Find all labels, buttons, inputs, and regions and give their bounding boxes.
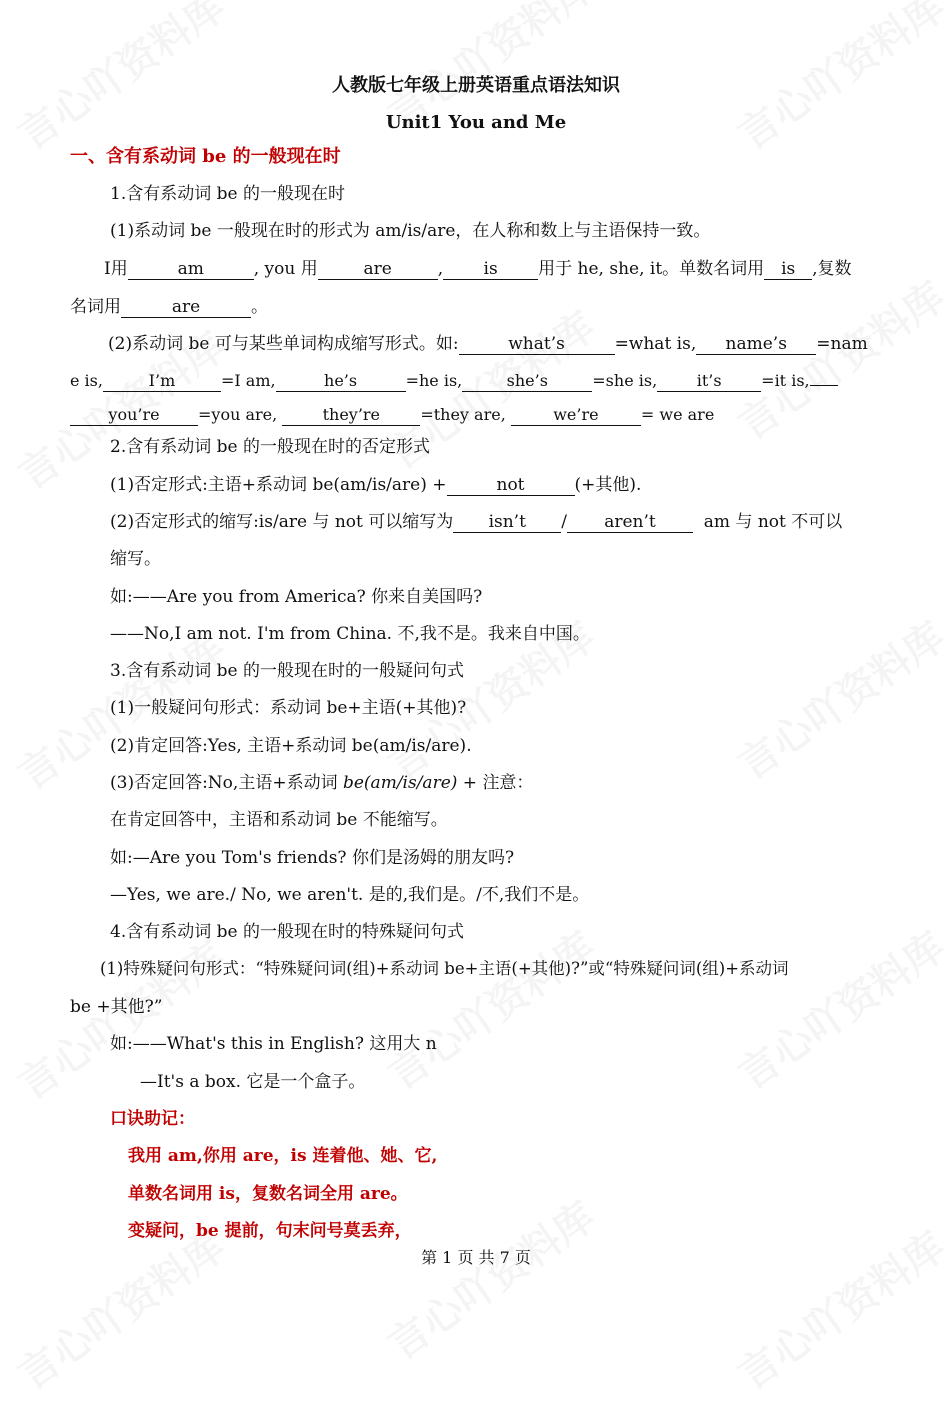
answer-blank: is [443,259,538,280]
paragraph [110,772,533,794]
paragraph: 3.含有系动词 be 的一般现在时的一般疑问句式 [110,661,464,681]
example: 如:——Are you from America? 你来自美国吗? [110,587,483,607]
answer-blank: are [318,259,438,280]
page-footer: 第 1 页 共 7 页 [421,1248,531,1267]
answer-blank: you’re [70,405,198,426]
example: —It's a box. 它是一个盒子。 [140,1072,366,1092]
answer-blank: it’s [657,371,761,392]
math-formula: be(am/is/are) + [342,773,483,793]
answer-blank: what’s [459,334,615,355]
fill-line [70,404,714,426]
watermark [725,266,952,450]
paragraph: 1.含有系动词 be 的一般现在时 [110,184,345,204]
watermark [375,1186,604,1370]
example: 如:——What's this in English? 这用大 n [110,1034,437,1054]
text: =you are, [198,405,278,424]
text: (3)否定回答:No,主语+系动词 [110,773,343,793]
watermark [725,1216,952,1400]
paragraph: 2.含有系动词 be 的一般现在时的否定形式 [110,437,430,457]
text: =she is, [592,371,658,390]
text: , you 用 [253,259,318,279]
mnemonic-line: 单数名词用 is，复数名词全用 are。 [128,1184,408,1204]
fill-line [110,474,641,496]
answer-blank: not [447,475,575,496]
fill-line [70,370,838,392]
paragraph: 在肯定回答中，主语和系动词 be 不能缩写。 [110,810,448,830]
fill-line [104,258,852,280]
paragraph: be +其他?” [70,997,163,1017]
text: , [437,259,444,279]
text: (2)系动词 be 可与某些单词构成缩写形式。如: [108,334,459,354]
text: 注意： [482,773,534,793]
section-heading: 一、含有系动词 be 的一般现在时 [70,146,341,167]
text: am 与 not 不可以 [703,512,843,532]
example: 如:—Are you Tom's friends? 你们是汤姆的朋友吗? [110,848,515,868]
answer-blank: name’s [696,334,816,355]
answer-blank [810,385,838,386]
document-title: 人教版七年级上册英语重点语法知识 [332,75,620,96]
text: (1)否定形式:主语+系动词 be(am/is/are) + [110,475,447,495]
text: =he is, [405,371,463,390]
answer-blank: am [128,259,254,280]
answer-blank: they’re [282,405,420,426]
paragraph: 缩写。 [110,549,161,569]
watermark [375,916,604,1100]
example: ——No,I am not. I'm from China. 不,我不是。我来自中国。 [110,624,590,644]
mnemonic-line: 变疑问，be 提前，句末问号莫丢弃， [128,1221,412,1241]
paragraph: 4.含有系动词 be 的一般现在时的特殊疑问句式 [110,922,464,942]
text: (2)否定形式的缩写:is/are 与 not 可以缩写为 [110,512,454,532]
text: =nam [816,334,868,354]
fill-line [108,333,868,355]
text: =it is, [761,371,810,390]
answer-blank: aren’t [567,512,693,533]
text: / [561,512,567,532]
watermark [5,1216,234,1400]
mnemonic-heading: 口诀助记： [110,1109,195,1129]
paragraph: (1)特殊疑问句形式：“特殊疑问词(组)+系动词 be+主语(+其他)?”或“特殊疑问词(组)+系动词 [100,959,789,978]
fill-line [70,296,268,318]
text: =what is, [614,334,697,354]
text: e is, [70,371,103,390]
example: —Yes, we are./ No, we aren't. 是的,我们是。/不,我们不是。 [110,885,590,905]
text: 。 [251,297,268,317]
text: I用 [104,259,128,279]
answer-blank: I’m [103,371,221,392]
paragraph: (2)肯定回答:Yes, 主语+系动词 be(am/is/are). [110,736,472,756]
text: ,复数 [812,259,852,279]
text: = we are [640,405,715,424]
answer-blank: are [121,297,251,318]
answer-blank: we’re [511,405,641,426]
text: =they are, [420,405,506,424]
watermark [725,606,952,790]
unit-title: Unit1 You and Me [385,112,567,133]
text: =I am, [220,371,276,390]
answer-blank: he’s [276,371,406,392]
text: 名词用 [70,297,121,317]
fill-line [110,511,842,533]
watermark [725,916,952,1100]
text: (+其他). [574,475,642,495]
answer-blank: she’s [462,371,592,392]
paragraph: (1)系动词 be 一般现在时的形式为 am/is/are，在人称和数上与主语保持一致。 [110,221,711,241]
answer-blank: isn’t [453,512,561,533]
text: 用于 he, she, it。单数名词用 [538,259,765,279]
paragraph: (1)一般疑问句形式：系动词 be+主语(+其他)? [110,698,467,718]
answer-blank: is [764,259,812,280]
mnemonic-line: 我用 am,你用 are，is 连着他、她、它, [128,1146,438,1166]
